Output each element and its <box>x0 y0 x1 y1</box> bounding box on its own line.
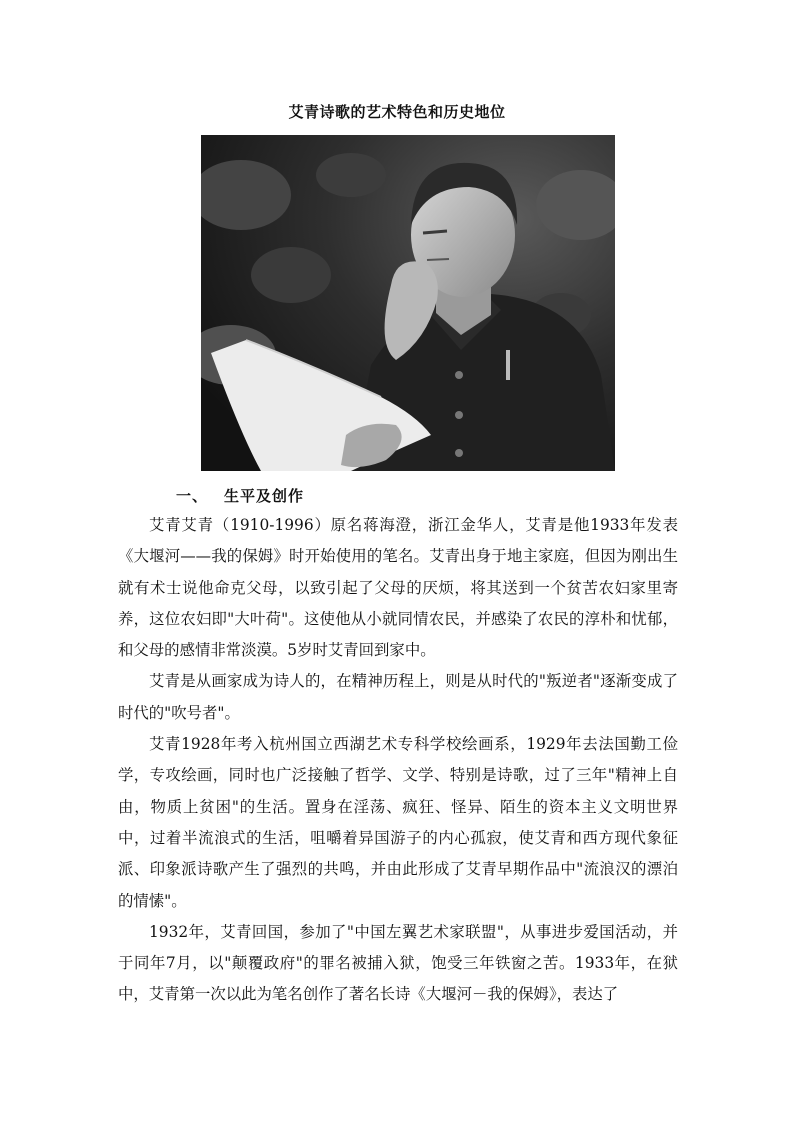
paragraph: 艾青艾青（1910-1996）原名蒋海澄，浙江金华人，艾青是他1933年发表《大堰河——我的保姆》时开始使用的笔名。艾青出身于地主家庭，但因为刚出生就有术士说他命克父母，以致引起了父母的厌烦，将其送到一个贫苦农妇家里寄养，这位农妇即"大叶荷"。这使他从小就同情农民，并感染了农民的淳朴和忧郁，和父母的感情非常淡漠。5岁时艾青回到家中。 <box>118 516 678 660</box>
body-text <box>118 510 678 1011</box>
portrait-photo <box>201 135 615 471</box>
section-title: 生平及创作 <box>224 487 305 505</box>
paragraph: 艾青是从画家成为诗人的，在精神历程上，则是从时代的"叛逆者"逐渐变成了时代的"吹号者"。 <box>118 672 678 722</box>
section-number: 一、 <box>176 487 209 505</box>
paragraph: 艾青1928年考入杭州国立西湖艺术专科学校绘画系，1929年去法国勤工俭学，专攻绘画，同时也广泛接触了哲学、文学、特别是诗歌，过了三年"精神上自由，物质上贫困"的生活。置身在淫荡、疯狂、怪异、陌生的资本主义文明世界中，过着半流浪式的生活，咀嚼着异国游子的内心孤寂，使艾青和西方现代象征派、印象派诗歌产生了强烈的共鸣，并由此形成了艾青早期作品中"流浪汉的漂泊的情愫"。 <box>118 735 678 910</box>
document-title: 艾青诗歌的艺术特色和历史地位 <box>288 103 506 121</box>
section-heading <box>176 485 304 506</box>
paragraph: 1932年，艾青回国，参加了"中国左翼艺术家联盟"，从事进步爱国活动，并于同年7月，以"颠覆政府"的罪名被捕入狱，饱受三年铁窗之苦。1933年，在狱中，艾青第一次以此为笔名创作了著名长诗《大堰河－我的保姆》，表达了 <box>118 922 678 1004</box>
